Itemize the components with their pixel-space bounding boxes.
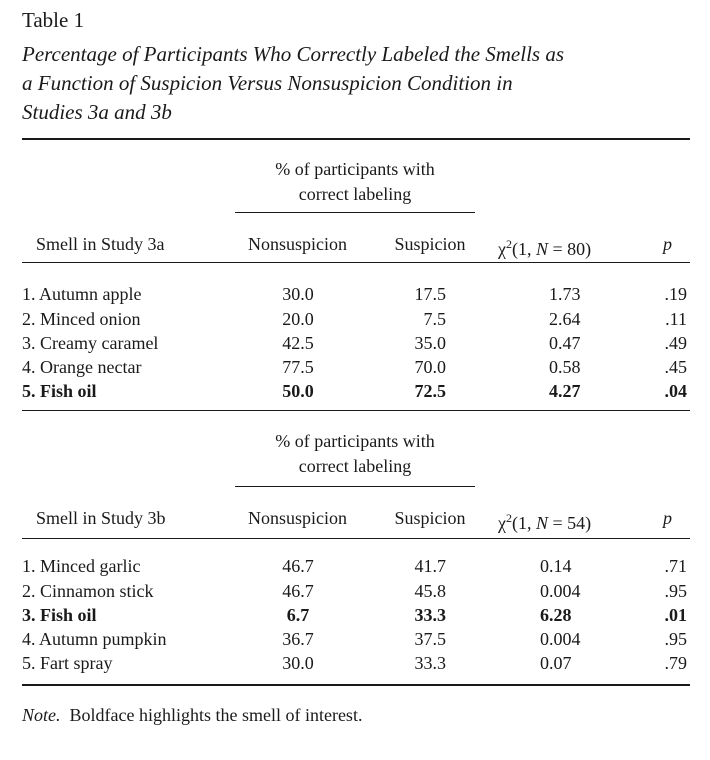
chi-symbol: χ — [498, 513, 506, 533]
row-smell: 4. Orange nectar — [22, 357, 142, 377]
group-header-rule — [235, 486, 475, 487]
group-header-line: % of participants with — [275, 159, 435, 179]
table-note — [22, 705, 362, 726]
cell-p: .19 — [664, 284, 687, 304]
cell-chi2: 0.58 — [549, 357, 581, 377]
caption-line: Percentage of Participants Who Correctly Labeled the Smells as — [22, 42, 565, 66]
chi-superscript: 2 — [506, 237, 512, 251]
cell-p: .11 — [665, 309, 687, 329]
column-header-chi-square — [498, 507, 591, 534]
row-smell: 5. Fart spray — [22, 653, 113, 673]
row-smell: 1. Minced garlic — [22, 556, 141, 576]
column-header-chi-square — [498, 233, 591, 260]
cell-nonsuspicion: 50.0 — [282, 381, 314, 401]
row-smell: 2. Cinnamon stick — [22, 581, 154, 601]
cell-p: .95 — [664, 629, 687, 649]
chi-text: = 80) — [548, 239, 592, 259]
column-header-smell: Smell in Study 3b — [36, 508, 166, 528]
cell-suspicion: 70.0 — [414, 357, 446, 377]
group-header-line: correct labeling — [298, 456, 412, 476]
cell-nonsuspicion: 36.7 — [282, 629, 314, 649]
chi-n: N — [536, 513, 549, 533]
column-header-nonsuspicion: Nonsuspicion — [248, 234, 347, 254]
cell-suspicion: 72.5 — [414, 381, 446, 401]
chi-text: = 54) — [548, 513, 592, 533]
cell-suspicion: 7.5 — [423, 309, 446, 329]
row-smell: 4. Autumn pumpkin — [22, 629, 167, 649]
chi-text: (1, — [512, 239, 536, 259]
chi-n: N — [536, 239, 549, 259]
cell-p: .01 — [664, 605, 687, 625]
chi-text: (1, — [512, 513, 536, 533]
column-header-suspicion: Suspicion — [394, 508, 466, 528]
column-header-nonsuspicion: Nonsuspicion — [248, 508, 347, 528]
cell-suspicion: 41.7 — [414, 556, 446, 576]
cell-suspicion: 33.3 — [414, 605, 446, 625]
cell-nonsuspicion: 46.7 — [282, 581, 314, 601]
table-label: Table 1 — [22, 8, 85, 32]
row-smell: 2. Minced onion — [22, 309, 141, 329]
cell-nonsuspicion: 20.0 — [282, 309, 314, 329]
caption-line: Studies 3a and 3b — [22, 100, 172, 124]
cell-nonsuspicion: 77.5 — [282, 357, 314, 377]
cell-chi2: 0.07 — [540, 653, 572, 673]
cell-suspicion: 35.0 — [414, 333, 446, 353]
cell-chi2: 2.64 — [549, 309, 581, 329]
cell-p: .04 — [664, 381, 687, 401]
cell-p: .49 — [664, 333, 687, 353]
row-smell: 3. Fish oil — [22, 605, 97, 625]
cell-chi2: 0.004 — [540, 629, 581, 649]
chi-superscript: 2 — [506, 511, 512, 525]
cell-chi2: 1.73 — [549, 284, 581, 304]
column-header-smell: Smell in Study 3a — [36, 234, 165, 254]
cell-chi2: 4.27 — [549, 381, 581, 401]
section-rule — [22, 410, 690, 411]
row-smell: 3. Creamy caramel — [22, 333, 159, 353]
row-smell: 5. Fish oil — [22, 381, 97, 401]
group-header-line: correct labeling — [298, 184, 412, 204]
cell-nonsuspicion: 42.5 — [282, 333, 314, 353]
cell-p: .45 — [664, 357, 687, 377]
cell-suspicion: 17.5 — [414, 284, 446, 304]
group-header-line: % of participants with — [275, 431, 435, 451]
header-rule — [22, 538, 690, 539]
column-header-suspicion: Suspicion — [394, 234, 466, 254]
cell-p: .71 — [664, 556, 687, 576]
caption-line: a Function of Suspicion Versus Nonsuspicion Condition in — [22, 71, 513, 95]
cell-chi2: 0.14 — [540, 556, 572, 576]
table-caption — [22, 40, 692, 127]
cell-nonsuspicion: 6.7 — [286, 605, 310, 625]
cell-p: .95 — [664, 581, 687, 601]
note-text: Boldface highlights the smell of interest. — [69, 705, 363, 725]
column-header-p: p — [663, 508, 672, 528]
cell-suspicion: 45.8 — [414, 581, 446, 601]
group-header-rule — [235, 212, 475, 213]
chi-symbol: χ — [498, 239, 506, 259]
cell-p: .79 — [664, 653, 687, 673]
top-rule — [22, 138, 690, 140]
cell-chi2: 6.28 — [540, 605, 572, 625]
column-header-p: p — [663, 234, 672, 254]
row-smell: 1. Autumn apple — [22, 284, 142, 304]
cell-nonsuspicion: 30.0 — [282, 284, 314, 304]
cell-suspicion: 37.5 — [414, 629, 446, 649]
cell-nonsuspicion: 46.7 — [282, 556, 314, 576]
cell-chi2: 0.47 — [549, 333, 581, 353]
note-label: Note. — [22, 705, 61, 725]
cell-chi2: 0.004 — [540, 581, 581, 601]
bottom-rule — [22, 684, 690, 686]
header-rule — [22, 262, 690, 263]
cell-suspicion: 33.3 — [414, 653, 446, 673]
cell-nonsuspicion: 30.0 — [282, 653, 314, 673]
